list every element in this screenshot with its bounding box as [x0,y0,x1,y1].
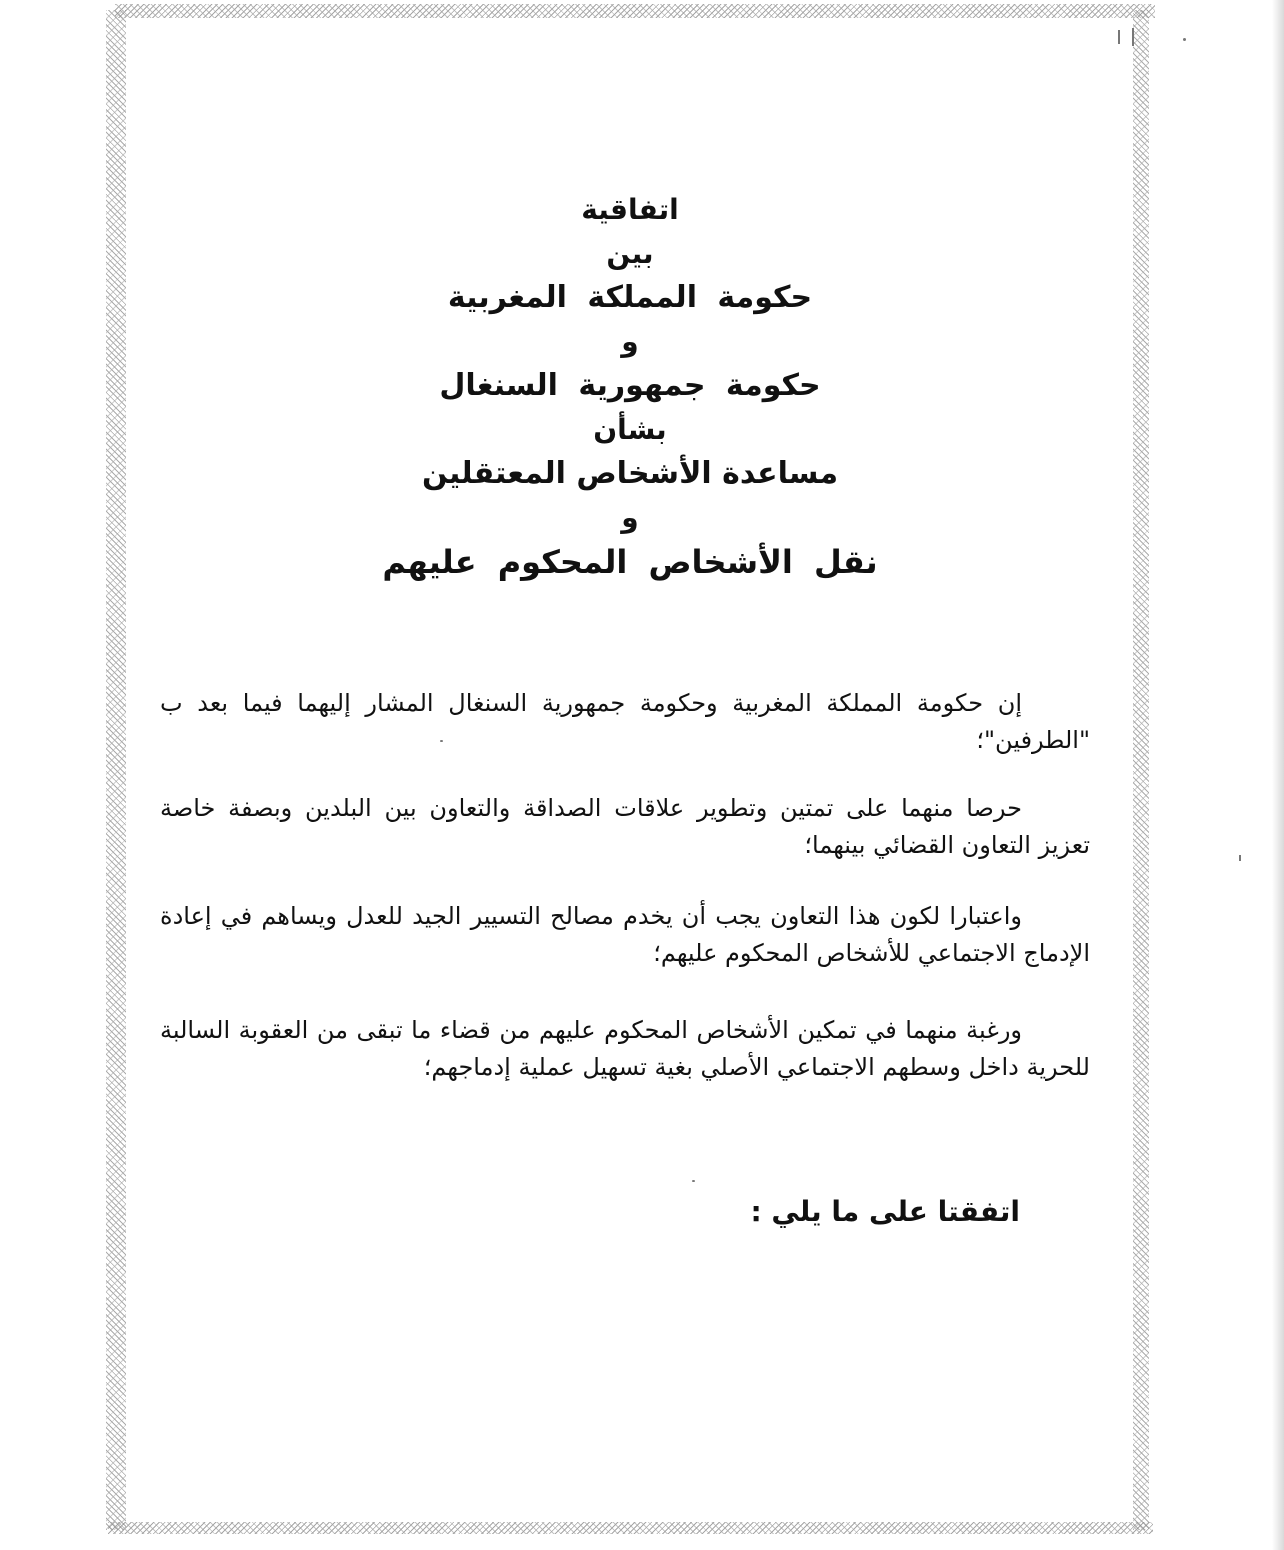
paragraph-text: ورغبة منهما في تمكين الأشخاص المحكوم عليهم من قضاء ما تبقى من العقوبة السالبة للحرية داخل وسطهم الاجتماعي الأصلي بغية تسهيل عملية إدماجهم؛ [160,1016,1090,1081]
scan-speck [1239,855,1241,861]
title-line: بين [606,237,654,270]
scan-speck [1118,30,1120,44]
title-line: حكومة المملكة المغربية [447,280,813,315]
title-line: نقل الأشخاص المحكوم عليهم [382,543,878,581]
title-line: و [621,501,639,534]
title-line: و [621,325,639,358]
title-line: بشأن [593,413,667,446]
scan-shadow [1272,0,1284,1550]
scan-speck [1132,28,1134,46]
page-border-right [1133,10,1149,1530]
closing-statement: اتفقتا على ما يلي : [750,1195,1020,1228]
agreement-title [330,188,930,584]
scan-speck [1183,38,1186,41]
preamble-paragraph [160,1012,1090,1086]
title-line: مساعدة الأشخاص المعتقلين [421,456,839,491]
paragraph-text: إن حكومة المملكة المغربية وحكومة جمهورية السنغال المشار إليهما فيما بعد ب "الطرفين"؛ [160,689,1090,754]
page-border-top [115,4,1155,18]
preamble-paragraph [160,790,1090,864]
paragraph-text: واعتبارا لكون هذا التعاون يجب أن يخدم مصالح التسيير الجيد للعدل ويساهم في إعادة الإدماج الاجتماعي للأشخاص المحكوم عليهم؛ [160,902,1090,967]
preamble-paragraph [160,685,1090,759]
paragraph-text: حرصا منهما على تمتين وتطوير علاقات الصداقة والتعاون بين البلدين وبصفة خاصة تعزيز التعاون القضائي بينهما؛ [160,794,1090,859]
preamble-paragraph [160,898,1090,972]
page-border-left [106,10,126,1530]
title-line: حكومة جمهورية السنغال [439,368,821,403]
title-line: اتفاقية [581,193,679,226]
scan-speck [692,1180,695,1182]
page-border-bottom [108,1522,1153,1534]
